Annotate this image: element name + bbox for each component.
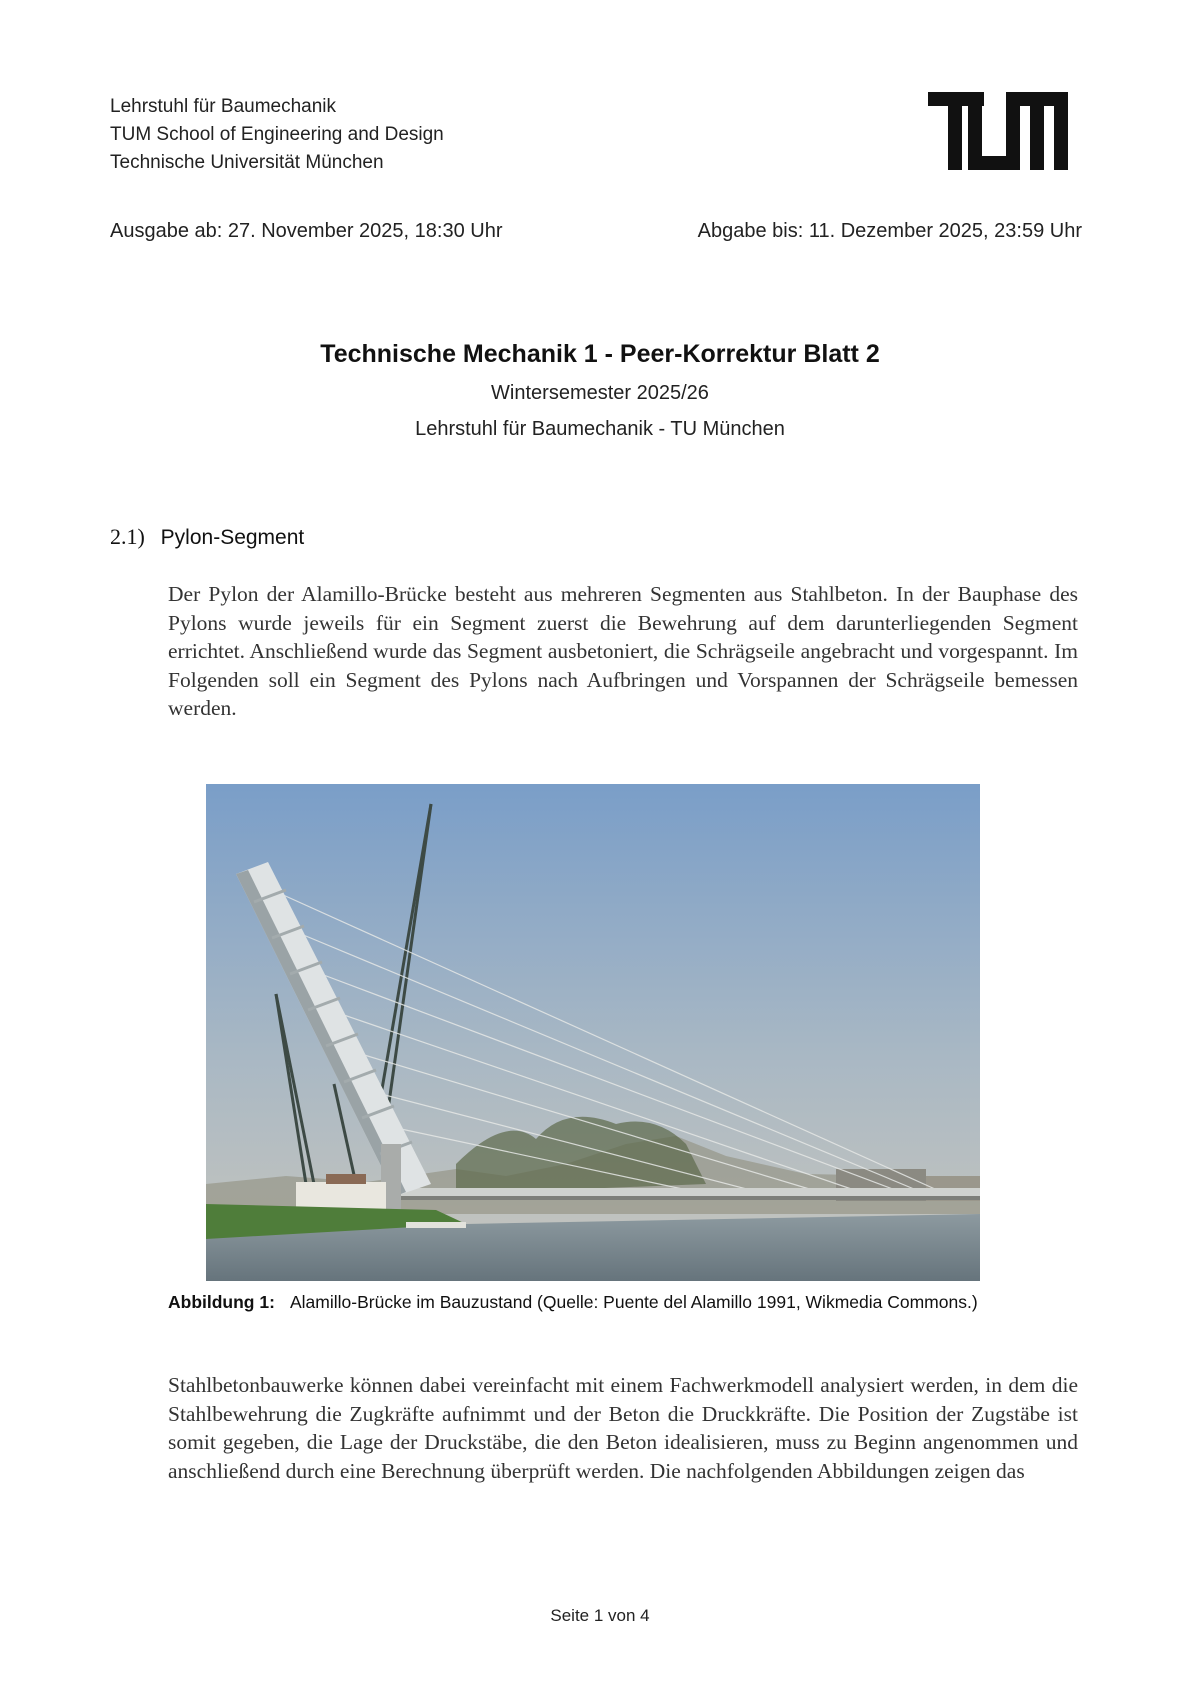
- section-title: Pylon-Segment: [160, 526, 305, 549]
- institution-line-school: TUM School of Engineering and Design: [110, 124, 444, 145]
- truss-model-paragraph: Stahlbetonbauwerke können dabei vereinfacht mit einem Fachwerkmodell analysiert werden, in dem die Stahlbewehrung die Zugkräfte aufnimmt und der Beton die Druckkräfte. Die Position der Zugstäbe ist somit gegeben, die Lage der Druckstäbe, die den Beton idealisieren, muss zu Beginn angenommen und anschließend durch eine Berechnung überprüft werden. Die nachfolgenden Abbildungen zeigen das: [168, 1373, 1078, 1483]
- issue-date: Ausgabe ab: 27. November 2025, 18:30 Uhr: [110, 220, 503, 242]
- tum-logo: [928, 92, 1068, 170]
- figure-label: Abbildung 1:: [168, 1292, 275, 1312]
- due-date: Abgabe bis: 11. Dezember 2025, 23:59 Uhr: [697, 220, 1082, 242]
- section-number: 2.1): [110, 524, 145, 549]
- section-heading: [110, 524, 304, 550]
- page-number: Seite 1 von 4: [550, 1606, 650, 1625]
- institution-line-university: Technische Universität München: [110, 152, 384, 173]
- institution-block: [110, 93, 444, 177]
- bridge-photo: [206, 784, 980, 1281]
- document-title: Technische Mechanik 1 - Peer-Korrektur Blatt 2: [320, 340, 880, 368]
- institution-line-chair: Lehrstuhl für Baumechanik: [110, 96, 337, 117]
- semester: Wintersemester 2025/26: [491, 382, 709, 404]
- figure-caption: [168, 1290, 1028, 1314]
- chair-subtitle: Lehrstuhl für Baumechanik - TU München: [415, 418, 785, 440]
- intro-paragraph: Der Pylon der Alamillo-Brücke besteht aus mehreren Segmenten aus Stahlbeton. In der Bauphase des Pylons wurde jeweils für ein Segment zuerst die Bewehrung auf dem darunterliegenden Segment errichtet. Anschließend wurde das Segment ausbetoniert, die Schrägseile angebracht und vorgespannt. Im Folgenden soll ein Segment des Pylons nach Aufbringen und Vorspannen der Schrägseile bemessen werden.: [168, 582, 1078, 720]
- figure-caption-text: Alamillo-Brücke im Bauzustand (Quelle: Puente del Alamillo 1991, Wikmedia Commons.): [290, 1292, 978, 1312]
